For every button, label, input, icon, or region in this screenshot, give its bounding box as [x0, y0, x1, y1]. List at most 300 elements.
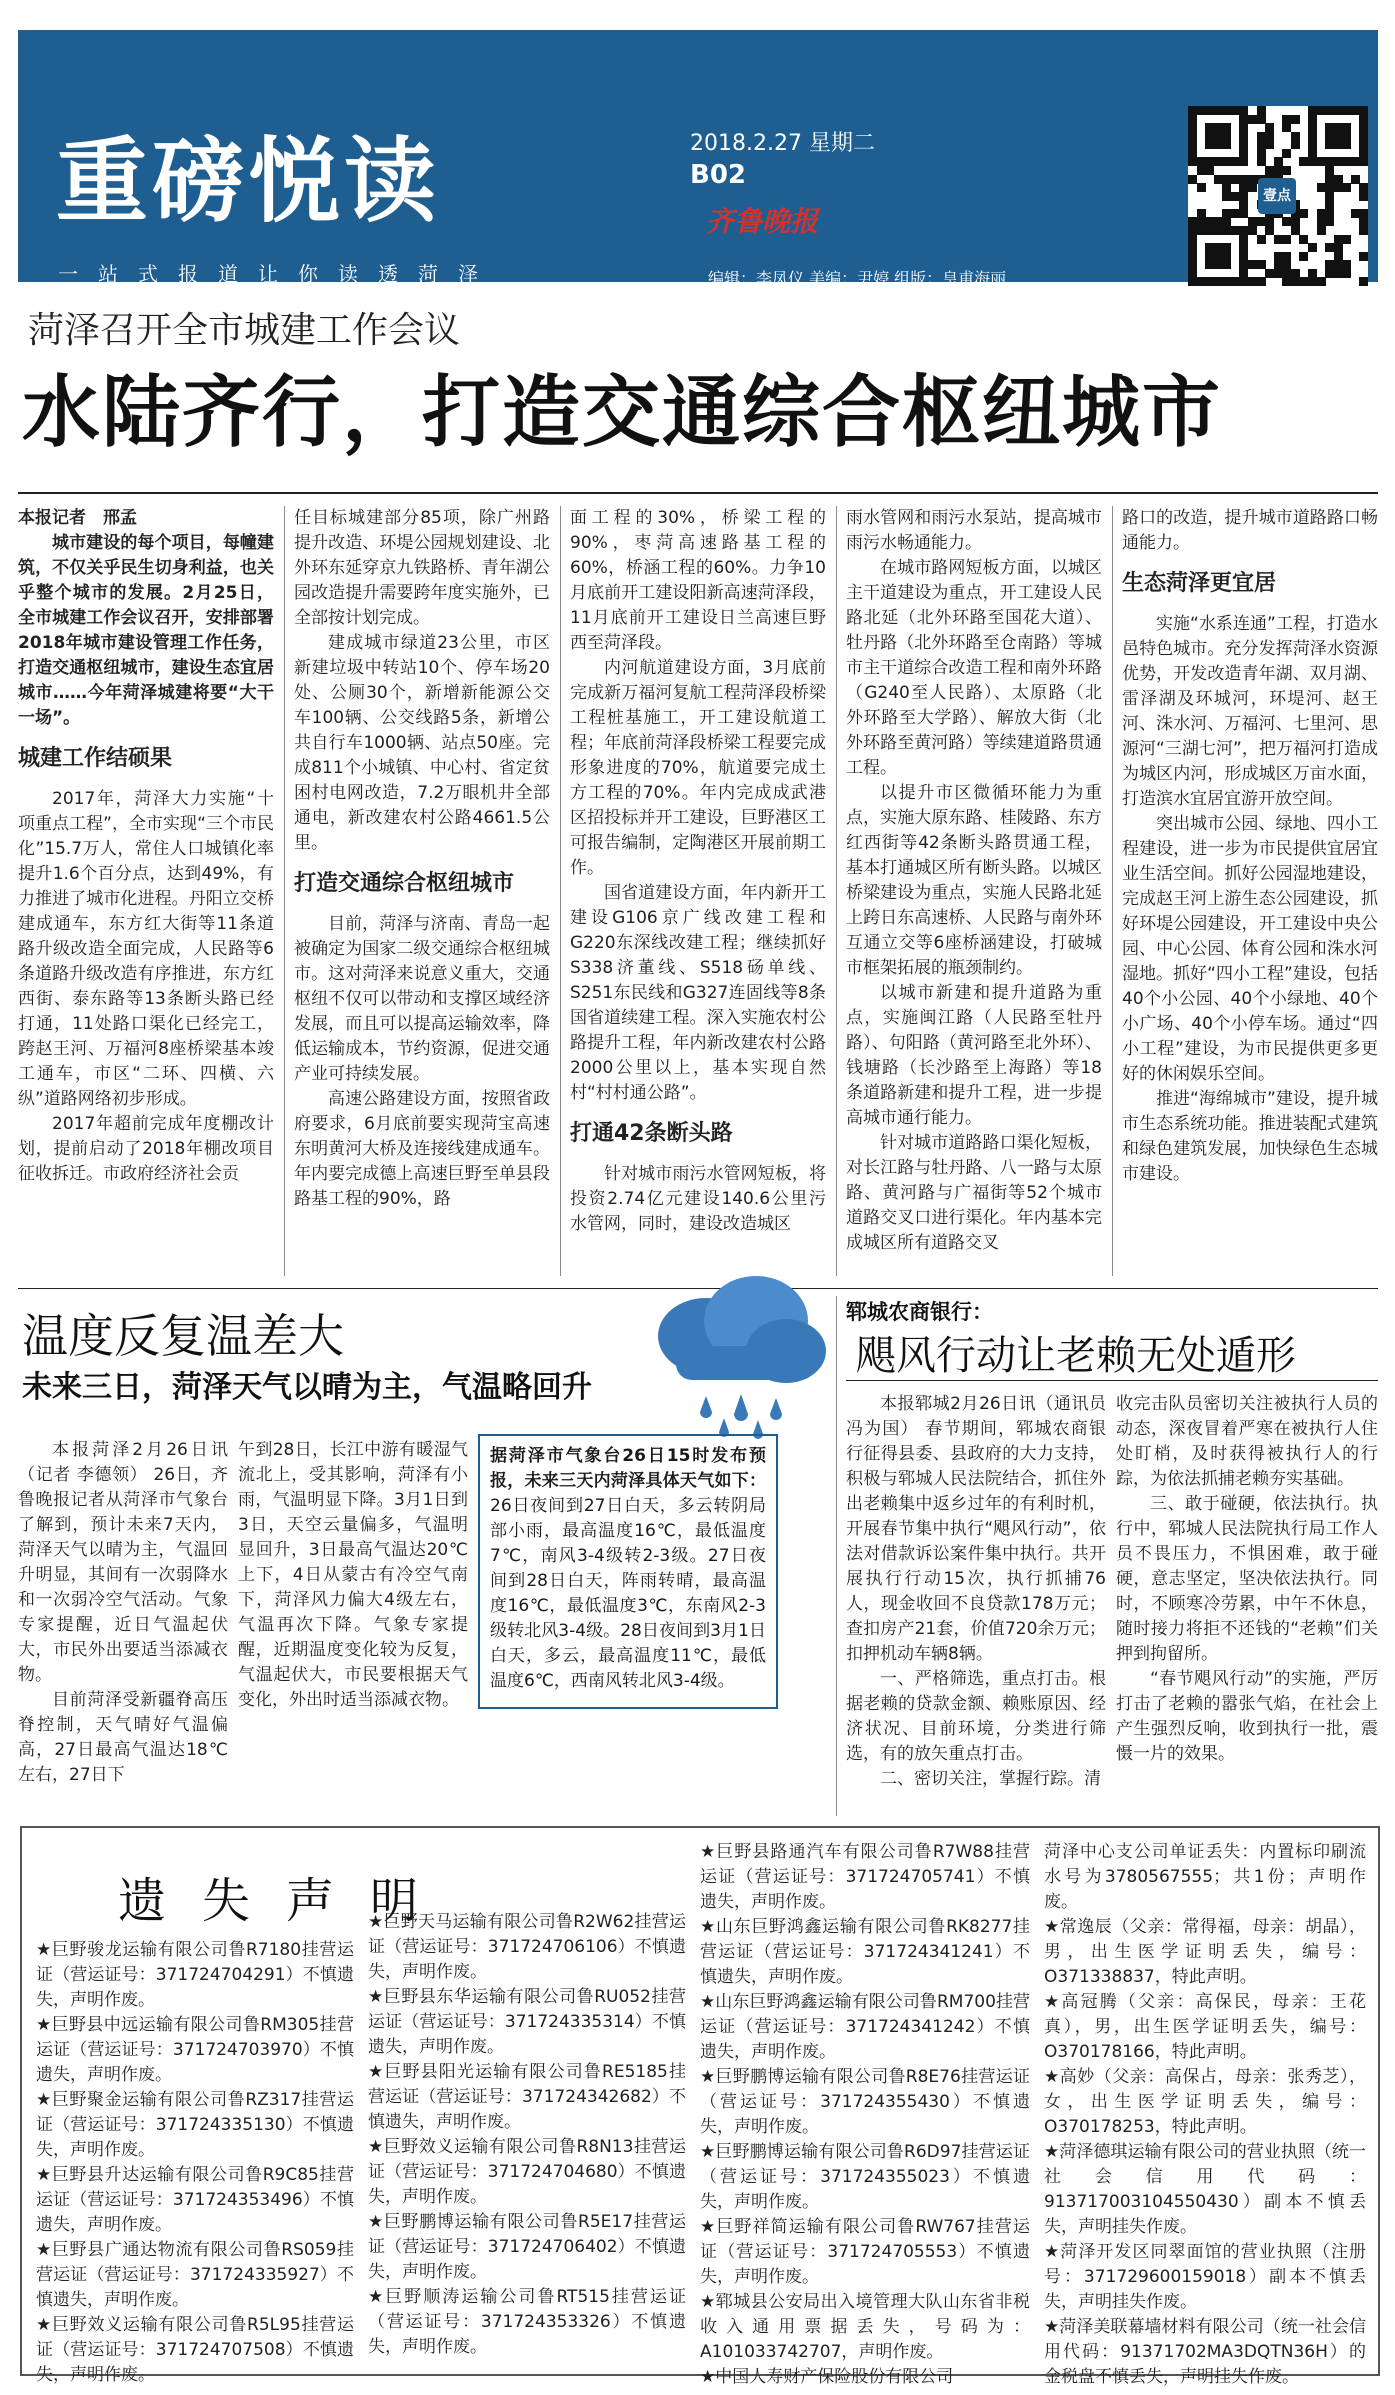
qr-module	[1308, 243, 1317, 252]
qr-module	[1239, 192, 1248, 201]
qr-module	[1188, 269, 1197, 278]
qr-module	[1265, 269, 1274, 278]
qr-module	[1308, 269, 1317, 278]
qr-module	[1231, 192, 1240, 201]
qr-module	[1274, 166, 1283, 175]
column-divider	[836, 506, 837, 1276]
qr-module	[1231, 175, 1240, 184]
qr-module	[1197, 226, 1206, 235]
qr-module	[1231, 209, 1240, 218]
story2-label: 郓城农商银行：	[846, 1300, 993, 1324]
notice-item: ★高冠腾（父亲：高保民，母亲：王花真），男，出生医学证明丢失，编号：O370178166，特此声明。	[1044, 1992, 1366, 2062]
notice-item: ★山东巨野鸿鑫运输有限公司鲁RM700挂营运证（营运证号：371724341242）不慎遗失，声明作废。	[700, 1992, 1030, 2062]
notice-item: ★巨野县东华运输有限公司鲁RU052挂营运证（营运证号：371724335314）不慎遗失，声明作废。	[368, 1987, 686, 2057]
notice-item: ★巨野鹏博运输有限公司鲁R8E76挂营运证（营运证号：371724355430）不慎遗失，声明作废。	[700, 2067, 1030, 2137]
qr-module	[1351, 175, 1360, 184]
paragraph: 路口的改造，提升城市道路路口畅通能力。	[1122, 508, 1378, 553]
divider	[846, 1380, 1378, 1381]
story-column-3	[570, 506, 826, 1286]
qr-module	[1282, 269, 1291, 278]
notice-item: ★常逸辰（父亲：常得福，母亲：胡晶），男，出生医学证明丢失，编号：O371338837，特此声明。	[1044, 1917, 1366, 1987]
qr-module	[1308, 115, 1317, 124]
qr-module	[1299, 209, 1308, 218]
qr-module	[1342, 183, 1351, 192]
paragraph: 以提升市区微循环能力为重点，实施大原东路、桂陵路、东方红西街等42条断头路贯通工程，基本打通城区所有断头路。以城区桥梁建设为重点，实施人民路北延上跨日东高速桥、人民路与南外环互通立交等6座桥涵建设，打破城市框架拓展的瓶颈制约。	[846, 783, 1102, 978]
paragraph: 针对城市道路路口渠化短板，对长江路与牡丹路、八一路与太原路、黄河路与广福街等52个城市道路交叉口进行渠化。年内基本完成城区所有道路交叉	[846, 1133, 1102, 1253]
qr-module	[1308, 140, 1317, 149]
qr-module	[1274, 269, 1283, 278]
qr-module	[1205, 217, 1214, 226]
qr-module	[1282, 149, 1291, 158]
qr-module	[1325, 269, 1334, 278]
qr-module	[1257, 157, 1266, 166]
qr-module	[1231, 277, 1240, 286]
qr-module	[1308, 149, 1317, 158]
qr-module	[1359, 192, 1368, 201]
notice-item: ★高妙（父亲：高保占，母亲：张秀芝），女，出生医学证明丢失，编号：O370178253，特此声明。	[1044, 2067, 1366, 2137]
qr-module	[1205, 123, 1214, 132]
weather-subtitle: 未来三日，菏泽天气以晴为主，气温略回升	[22, 1370, 592, 1405]
qr-module	[1222, 175, 1231, 184]
notice-item: ★巨野县广通达物流有限公司鲁RS059挂营运证（营运证号：371724335927）不慎遗失，声明作废。	[36, 2240, 354, 2310]
qr-module	[1334, 183, 1343, 192]
qr-module	[1239, 140, 1248, 149]
qr-module	[1222, 226, 1231, 235]
qr-module	[1359, 217, 1368, 226]
qr-module	[1325, 132, 1334, 141]
qr-module	[1282, 115, 1291, 124]
qr-module	[1214, 217, 1223, 226]
qr-module	[1359, 157, 1368, 166]
story2-column-2	[1116, 1392, 1378, 1812]
qr-module	[1291, 115, 1300, 124]
qr-module	[1334, 106, 1343, 115]
notice-item: ★巨野骏龙运输有限公司鲁R7180挂营运证（营运证号：371724704291）不慎遗失，声明作废。	[36, 1940, 354, 2010]
qr-module	[1239, 157, 1248, 166]
qr-module	[1222, 260, 1231, 269]
qr-module	[1205, 226, 1214, 235]
qr-module	[1325, 140, 1334, 149]
qr-module	[1205, 260, 1214, 269]
qr-module	[1342, 260, 1351, 269]
paragraph: 目前，菏泽与济南、青岛一起被确定为国家二级交通综合枢纽城市。这对菏泽来说意义重大，交通枢纽不仅可以带动和支撑区域经济发展，而且可以提高运输效率，降低运输成本，节约资源，促进交通产业可持续发展。	[294, 914, 550, 1084]
qr-module	[1248, 260, 1257, 269]
qr-module	[1197, 183, 1206, 192]
qr-module	[1291, 132, 1300, 141]
qr-module	[1359, 115, 1368, 124]
forecast-box	[478, 1434, 778, 1709]
qr-module	[1334, 260, 1343, 269]
qr-module	[1188, 235, 1197, 244]
qr-module	[1214, 175, 1223, 184]
qr-module	[1197, 277, 1206, 286]
qr-module	[1248, 115, 1257, 124]
qr-module	[1342, 123, 1351, 132]
qr-module	[1239, 149, 1248, 158]
paragraph: 面工程的30%，桥梁工程的90%，枣菏高速路基工程的60%，桥涵工程的60%。力争10月底前开工建设阳新高速菏泽段，11月底前开工建设日兰高速巨野西至菏泽段。	[570, 508, 826, 653]
paragraph: 针对城市雨污水管网短板，将投资2.74亿元建设140.6公里污水管网，同时，建设改造城区	[570, 1164, 826, 1234]
editor-credits: 编辑：李凤仪 美编：尹婷 组版：皇甫海丽	[708, 269, 1007, 288]
qr-module	[1265, 217, 1274, 226]
qr-module	[1325, 166, 1334, 175]
qr-module	[1317, 226, 1326, 235]
qr-module	[1188, 217, 1197, 226]
qr-module	[1214, 252, 1223, 261]
qr-module	[1197, 106, 1206, 115]
qr-module	[1334, 252, 1343, 261]
qr-module	[1188, 140, 1197, 149]
qr-module	[1274, 157, 1283, 166]
subheading: 打通42条断头路	[570, 1121, 733, 1146]
lost-notices-title: 遗失声明	[118, 1873, 455, 1929]
qr-module	[1214, 243, 1223, 252]
story-kicker: 菏泽召开全市城建工作会议	[28, 310, 461, 351]
qr-module	[1274, 252, 1283, 261]
qr-module	[1299, 157, 1308, 166]
qr-module	[1239, 277, 1248, 286]
notice-item: ★菏泽美联幕墙材料有限公司（统一社会信用代码：91371702MA3DQTN36H）的金税盘不慎丢失，声明挂失作废。	[1044, 2317, 1366, 2387]
qr-module	[1222, 157, 1231, 166]
story-headline: 水陆齐行，打造交通综合枢纽城市	[22, 368, 1223, 458]
forecast-text: 26日夜间到27日白天，多云转阴局部小雨，最高温度16℃，最低温度7℃，南风3-4级转2-3级。27日夜间到28日白天，阵雨转晴，最高温度16℃，最低温度3℃，东南风2-3级转北风3-4级。28日夜间到3月1日白天，多云，最高温度11℃，最低温度6℃，西南风转北风3-4级。	[490, 1496, 766, 1691]
qr-module	[1214, 123, 1223, 132]
notice-item: ★巨野县阳光运输有限公司鲁RE5185挂营运证（营运证号：371724342682）不慎遗失，声明作废。	[368, 2062, 686, 2132]
qr-module	[1317, 217, 1326, 226]
divider	[18, 492, 1378, 494]
qr-module	[1197, 209, 1206, 218]
qr-module	[1291, 277, 1300, 286]
qr-module	[1299, 277, 1308, 286]
qr-module	[1205, 277, 1214, 286]
paragraph: 在城市路网短板方面，以城区主干道建设为重点，开工建设人民路北延（北外环路至国花大道）、牡丹路（北外环路至仓南路）等城市主干道综合改造工程和南外环路（G240至人民路）、太原路（北外环路至大学路）、解放大街（北外环路至黄河路）等续建道路贯通工程。	[846, 558, 1102, 778]
paragraph: 一、严格筛选，重点打击。根据老赖的贷款金额、赖账原因、经济状况、目前环境，分类进行筛选，有的放矢重点打击。	[846, 1669, 1106, 1764]
qr-module	[1274, 235, 1283, 244]
story-column-4	[846, 506, 1102, 1286]
forecast-lead: 据菏泽市气象台26日15时发布预报，未来三天内菏泽具体天气如下：	[490, 1446, 766, 1491]
qr-module	[1205, 252, 1214, 261]
qr-module	[1325, 192, 1334, 201]
weather-column-2	[238, 1438, 468, 1818]
story2-column-1	[846, 1392, 1106, 1812]
qr-module	[1342, 140, 1351, 149]
qr-module	[1214, 157, 1223, 166]
qr-module	[1325, 157, 1334, 166]
byline: 本报记者 邢孟	[18, 508, 137, 528]
qr-module	[1359, 209, 1368, 218]
paragraph: 二、密切关注，掌握行踪。清	[880, 1769, 1101, 1789]
weather-column-1	[18, 1438, 228, 1818]
paragraph: 推进“海绵城市”建设，提升城市生态系统功能。推进装配式建筑和绿色建筑发展，加快绿色生态城市建设。	[1122, 1089, 1378, 1184]
story-column-5	[1122, 506, 1378, 1286]
qr-module	[1342, 235, 1351, 244]
subheading: 打造交通综合枢纽城市	[294, 871, 515, 896]
paragraph: 本报郓城2月26日讯（通讯员 冯为国） 春节期间，郓城农商银行征得县委、县政府的大力支持，积极与郓城人民法院结合，抓住外出老赖集中返乡过年的有利时机，开展春节集中执行“飓风行动”，依法对借款诉讼案件集中执行。共开展执行行动15次，执行抓捕76人，现金收回不良贷款178万元；查扣房产21套，价值720余万元；扣押机动车辆8辆。	[846, 1394, 1106, 1664]
qr-module	[1325, 123, 1334, 132]
qr-module	[1317, 183, 1326, 192]
qr-module	[1222, 140, 1231, 149]
qr-module	[1205, 243, 1214, 252]
qr-module	[1325, 200, 1334, 209]
qr-module	[1231, 226, 1240, 235]
qr-module	[1248, 217, 1257, 226]
qr-module	[1239, 226, 1248, 235]
qr-code[interactable]	[1188, 106, 1368, 286]
qr-module	[1239, 243, 1248, 252]
story-column-1	[18, 506, 274, 1286]
qr-module	[1325, 209, 1334, 218]
notice-item: ★菏泽开发区同翠面馆的营业执照（注册号：371729600159018）副本不慎丢失，声明挂失作废。	[1044, 2242, 1366, 2312]
qr-module	[1214, 277, 1223, 286]
qr-module	[1291, 140, 1300, 149]
paragraph: 实施“水系连通”工程，打造水邑特色城市。充分发挥菏泽水资源优势，开发改造青年湖、双月湖、雷泽湖及环城河，环堤河、赵王河、洙水河、万福河、七里河、思源河“三湖七河”，把万福河打造成为城区内河，形成城区万亩水面，打造滨水宜居宜游开放空间。	[1122, 614, 1378, 809]
qr-module	[1188, 149, 1197, 158]
qr-module	[1334, 269, 1343, 278]
qr-module	[1359, 106, 1368, 115]
notices-column-2	[368, 1910, 686, 2368]
qr-module	[1282, 217, 1291, 226]
qr-module	[1308, 157, 1317, 166]
notices-column-1	[36, 1938, 354, 2385]
rain-cloud-icon	[636, 1266, 836, 1446]
qr-module	[1231, 106, 1240, 115]
qr-module	[1248, 183, 1257, 192]
qr-module	[1239, 209, 1248, 218]
qr-module	[1282, 260, 1291, 269]
qr-module	[1239, 200, 1248, 209]
qr-module	[1257, 217, 1266, 226]
story-column-2	[294, 506, 550, 1286]
qr-module	[1188, 243, 1197, 252]
qr-module	[1325, 217, 1334, 226]
paragraph: 目前菏泽受新疆脊高压脊控制，天气晴好气温偏高，27日最高气温达18℃左右，27日下	[18, 1690, 228, 1785]
qr-module	[1265, 140, 1274, 149]
qr-module	[1334, 243, 1343, 252]
qr-module	[1239, 123, 1248, 132]
qr-module	[1222, 277, 1231, 286]
weather-title: 温度反复温差大	[22, 1309, 344, 1363]
qr-module	[1222, 217, 1231, 226]
qr-module	[1205, 166, 1214, 175]
notices-column-4	[1044, 1840, 1366, 2387]
qr-module	[1265, 123, 1274, 132]
qr-module	[1197, 157, 1206, 166]
qr-module	[1282, 252, 1291, 261]
notice-item: ★巨野效义运输有限公司鲁R8N13挂营运证（营运证号：371724704680）不慎遗失，声明作废。	[368, 2137, 686, 2207]
qr-module	[1317, 157, 1326, 166]
qr-module	[1188, 115, 1197, 124]
qr-module	[1351, 157, 1360, 166]
qr-module	[1351, 209, 1360, 218]
qr-module	[1325, 175, 1334, 184]
qr-module	[1291, 217, 1300, 226]
qr-module	[1222, 183, 1231, 192]
qr-module	[1222, 192, 1231, 201]
column-divider	[1112, 506, 1113, 1276]
qr-module	[1308, 123, 1317, 132]
qr-module	[1214, 106, 1223, 115]
qr-module	[1282, 277, 1291, 286]
qr-module	[1222, 123, 1231, 132]
qr-module	[1325, 106, 1334, 115]
qr-module	[1257, 115, 1266, 124]
qr-module	[1342, 132, 1351, 141]
paragraph: 雨水管网和雨污水泵站，提高城市雨污水畅通能力。	[846, 508, 1102, 553]
paragraph: “春节飓风行动”的实施，严厉打击了老赖的嚣张气焰，在社会上产生强烈反响，收到执行一批，震慑一片的效果。	[1116, 1669, 1378, 1764]
notice-item: ★巨野鹏博运输有限公司鲁R5E17挂营运证（营运证号：371724706402）不慎遗失，声明作废。	[368, 2212, 686, 2282]
qr-module	[1291, 269, 1300, 278]
qr-module	[1205, 132, 1214, 141]
paragraph: 国省道建设方面，年内新开工建设G106京广线改建工程和G220东深线改建工程；继续抓好S338济董线、S518砀单线、S251东民线和G327连固线等8条国省道续建工程。深入实施农村公路提升工程，年内新改建农村公路2000公里以上，基本实现自然村“村村通公路”。	[570, 883, 826, 1103]
notice-item: ★巨野县中远运输有限公司鲁RM305挂营运证（营运证号：371724703970）不慎遗失，声明作废。	[36, 2015, 354, 2085]
qr-module	[1342, 106, 1351, 115]
qr-badge: 壹点	[1258, 178, 1296, 214]
notice-item: ★中国人寿财产保险股份有限公司	[700, 2367, 954, 2387]
qr-module	[1342, 269, 1351, 278]
notice-item: ★巨野县升达运输有限公司鲁R9C85挂营运证（营运证号：371724353496）不慎遗失，声明作废。	[36, 2165, 354, 2235]
qr-module	[1188, 132, 1197, 141]
qr-module	[1317, 277, 1326, 286]
paragraph: 突出城市公园、绿地、四小工程建设，进一步为市民提供宜居宜业生活空间。抓好公园湿地建设，完成赵王河上游生态公园建设，抓好环堤公园建设，开工建设中央公园、中心公园、体育公园和洙水河湿地。抓好“四小工程”建设，包括40个小公园、40个小绿地、40个小广场、40个小停车场。通过“四小工程”建设，为市民提供更多更好的休闲娱乐空间。	[1122, 814, 1378, 1084]
qr-module	[1239, 235, 1248, 244]
qr-module	[1359, 226, 1368, 235]
notice-item: 菏泽中心支公司单证丢失：内置标印刷流水号为3780567555；共1份；声明作废。	[1044, 1842, 1366, 1912]
qr-module	[1239, 183, 1248, 192]
qr-module	[1188, 226, 1197, 235]
qr-module	[1222, 252, 1231, 261]
notice-item: ★巨野县路通汽车有限公司鲁R7W88挂营运证（营运证号：371724705741）不慎遗失，声明作废。	[700, 1842, 1030, 1912]
qr-module	[1359, 149, 1368, 158]
qr-module	[1239, 252, 1248, 261]
qr-module	[1342, 157, 1351, 166]
section-slogan: 一站式报道让你读透菏泽	[58, 262, 498, 286]
qr-module	[1239, 115, 1248, 124]
qr-module	[1299, 235, 1308, 244]
section-title: 重磅悦读	[56, 128, 441, 235]
notice-item: ★巨野天马运输有限公司鲁R2W62挂营运证（营运证号：371724706106）不慎遗失，声明作废。	[368, 1912, 686, 1982]
masthead	[18, 30, 1378, 288]
qr-module	[1359, 132, 1368, 141]
notice-item: ★巨野顺涛运输公司鲁RT515挂营运证（营运证号：371724353326）不慎遗失，声明作废。	[368, 2287, 686, 2357]
qr-module	[1188, 175, 1197, 184]
qr-module	[1291, 226, 1300, 235]
qr-module	[1282, 235, 1291, 244]
story2-headline: 飓风行动让老赖无处遁形	[856, 1333, 1296, 1379]
qr-module	[1214, 226, 1223, 235]
newspaper-logo: 齐鲁晚报	[706, 205, 819, 238]
qr-module	[1334, 235, 1343, 244]
qr-module	[1334, 175, 1343, 184]
qr-module	[1265, 132, 1274, 141]
qr-module	[1308, 106, 1317, 115]
qr-module	[1257, 106, 1266, 115]
qr-module	[1205, 106, 1214, 115]
issue-date: 2018.2.27 星期二	[690, 131, 875, 156]
qr-module	[1222, 209, 1231, 218]
lead-paragraph: 城市建设的每个项目，每幢建筑，不仅关乎民生切身利益，也关乎整个城市的发展。2月25日，全市城建工作会议召开，安排部署2018年城市建设管理工作任务，打造交通枢纽城市，建设生态宜居城市……今年菏泽城建将要“大干一场”。	[18, 533, 274, 728]
qr-module	[1231, 157, 1240, 166]
paragraph: 2017年，菏泽大力实施“十项重点工程”，全市实现“三个市民化”15.7万人，常住人口城镇化率提升1.6个百分点，达到49%，有力推进了城市化进程。丹阳立交桥建成通车，东方红大街等11条道路升级改造全面完成，人民路等6条道路升级改造有序推进，东方红西街、泰东路等13条断头路已经打通，11处路口渠化已经完工，跨赵王河、万福河8座桥梁基本竣工通车，市区“二环、四横、六纵”道路网络初步形成。	[18, 789, 274, 1109]
subheading: 城建工作结硕果	[18, 746, 173, 771]
qr-module	[1214, 132, 1223, 141]
column-divider	[284, 506, 285, 1276]
column-divider	[836, 1296, 837, 1816]
qr-module	[1265, 166, 1274, 175]
qr-module	[1359, 123, 1368, 132]
notice-item: ★巨野鹏博运输有限公司鲁R6D97挂营运证（营运证号：371724355023）不慎遗失，声明作废。	[700, 2142, 1030, 2212]
qr-module	[1257, 235, 1266, 244]
qr-module	[1197, 166, 1206, 175]
qr-module	[1317, 209, 1326, 218]
qr-module	[1351, 106, 1360, 115]
qr-module	[1222, 132, 1231, 141]
page-number: B02	[690, 160, 746, 190]
qr-module	[1197, 217, 1206, 226]
qr-module	[1325, 183, 1334, 192]
qr-module	[1188, 260, 1197, 269]
qr-module	[1299, 252, 1308, 261]
qr-module	[1248, 226, 1257, 235]
paragraph: 本报菏泽2月26日讯（记者 李德领） 26日，齐鲁晚报记者从菏泽市气象台了解到，预计未来7天内，菏泽天气以晴为主，气温回升明显，其间有一次弱降水和一次弱冷空气活动。气象专家提醒，近日气温起伏大，市民外出要适当添减衣物。	[18, 1440, 228, 1685]
qr-module	[1359, 140, 1368, 149]
qr-module	[1308, 132, 1317, 141]
paragraph: 内河航道建设方面，3月底前完成新万福河复航工程菏泽段桥梁工程桩基施工，开工建设航道工程；年底前菏泽段桥梁工程要完成形象进度的70%，航道要完成土方工程的70%。年内完成成武港区招投标并开工建设，巨野港区工可报告编制，定陶港区开展前期工作。	[570, 658, 826, 878]
qr-module	[1214, 140, 1223, 149]
qr-module	[1248, 175, 1257, 184]
qr-module	[1205, 140, 1214, 149]
notice-item: ★巨野效义运输有限公司鲁R5L95挂营运证（营运证号：371724707508）不慎遗失，声明作废。	[36, 2315, 354, 2385]
qr-module	[1282, 123, 1291, 132]
qr-module	[1265, 226, 1274, 235]
qr-module	[1214, 260, 1223, 269]
qr-module	[1325, 243, 1334, 252]
notice-item: ★菏泽德琪运输有限公司的营业执照（统一社会信用代码：913717003104550430）副本不慎丢失，声明挂失作废。	[1044, 2142, 1366, 2237]
qr-module	[1257, 277, 1266, 286]
qr-module	[1359, 183, 1368, 192]
qr-module	[1334, 140, 1343, 149]
paragraph: 高速公路建设方面，按照省政府要求，6月底前要实现菏宝高速东明黄河大桥及连接线建成通车。年内要完成德上高速巨野至单县段路基工程的90%，路	[294, 1089, 550, 1209]
qr-module	[1222, 243, 1231, 252]
paragraph: 午到28日，长江中游有暖湿气流北上，受其影响，菏泽有小雨，气温明显下降。3月1日到3日，天空云量偏多，气温明显回升，3日最高气温达20℃上下，4日从蒙古有冷空气南下，菏泽风力偏大4级左右，气温再次下降。气象专家提醒，近期温度变化较为反复，气温起伏大，市民要根据天气变化，外出时适当添减衣物。	[238, 1440, 468, 1710]
column-divider	[560, 506, 561, 1276]
qr-module	[1317, 106, 1326, 115]
qr-module	[1205, 157, 1214, 166]
qr-module	[1257, 149, 1266, 158]
notice-item: ★巨野祥简运输有限公司鲁RW767挂营运证（营运证号：371724705553）不慎遗失，声明作废。	[700, 2217, 1030, 2287]
qr-module	[1257, 260, 1266, 269]
subheading: 生态菏泽更宜居	[1122, 571, 1277, 596]
qr-module	[1188, 123, 1197, 132]
qr-module	[1239, 132, 1248, 141]
qr-module	[1334, 157, 1343, 166]
qr-module	[1257, 132, 1266, 141]
qr-module	[1239, 175, 1248, 184]
qr-module	[1325, 260, 1334, 269]
qr-module	[1334, 132, 1343, 141]
qr-module	[1239, 269, 1248, 278]
qr-module	[1239, 106, 1248, 115]
qr-module	[1308, 277, 1317, 286]
notice-item: ★巨野聚金运输有限公司鲁RZ317挂营运证（营运证号：371724335130）不慎遗失，声明作废。	[36, 2090, 354, 2160]
qr-module	[1188, 252, 1197, 261]
qr-module	[1239, 260, 1248, 269]
qr-module	[1334, 123, 1343, 132]
qr-module	[1359, 252, 1368, 261]
paragraph: 任目标城建部分85项，除广州路提升改造、环堤公园规划建设、北外环东延穿京九铁路桥、青年湖公园改造提升需要跨年度实施外，已全部按计划完成。	[294, 508, 550, 628]
notice-item: ★郓城县公安局出入境管理大队山东省非税收入通用票据丢失，号码为：A101033742707，声明作废。	[700, 2292, 1030, 2362]
qr-module	[1188, 106, 1197, 115]
qr-module	[1188, 157, 1197, 166]
notice-item: ★山东巨野鸿鑫运输有限公司鲁RK8277挂营运证（营运证号：371724341241）不慎遗失，声明作废。	[700, 1917, 1030, 1987]
